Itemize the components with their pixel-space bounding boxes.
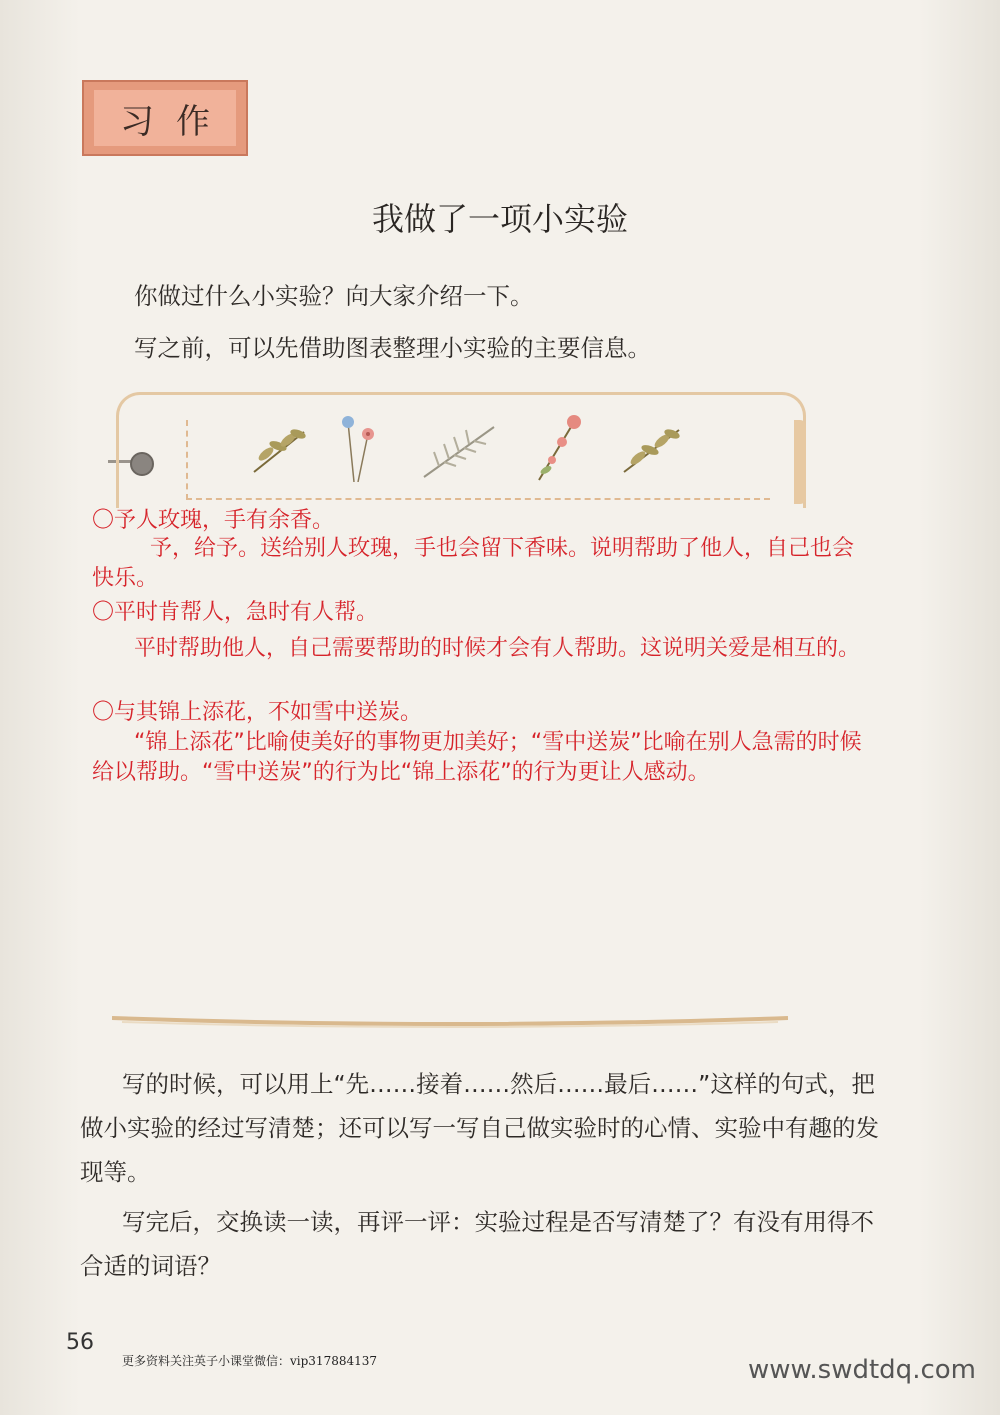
intro-line-1: 你做过什么小实验？向大家介绍一下。 xyxy=(134,282,534,310)
review-paragraph: 写完后，交换读一读，再评一评：实验过程是否写清楚了？有没有用得不合适的词语？ xyxy=(80,1208,874,1280)
proverb-2: 〇平时肯帮人，急时有人帮。 xyxy=(92,600,379,625)
flower-decoration xyxy=(244,412,704,482)
blue-flower-icon xyxy=(342,416,374,482)
section-label: 习作 xyxy=(120,101,232,142)
section-badge xyxy=(82,80,248,156)
pink-flower-branch-icon xyxy=(539,415,581,480)
leaf-sprig-icon xyxy=(254,428,307,472)
bookmark-edge xyxy=(794,420,806,504)
proverb-3: 〇与其锦上添花，不如雪中送炭。 xyxy=(92,700,423,725)
section-badge-inner xyxy=(94,90,236,146)
writing-tip-paragraph: 写的时候，可以用上“先……接着……然后……最后……”这样的句式，把做小实验的经过写清楚；还可以写一写自己做实验时的心情、实验中有趣的发现等。 xyxy=(80,1070,879,1186)
page-title: 我做了一项小实验 xyxy=(371,200,628,238)
scroll-divider xyxy=(112,1014,788,1028)
proverb-2-explanation: 平时帮助他人，自己需要帮助的时候才会有人帮助。这说明关爱是相互的。 xyxy=(134,636,861,661)
proverb-3-explanation: “锦上添花”比喻使美好的事物更加美好；“雪中送炭”比喻在别人急需的时候给以帮助。“雪中送炭”的行为比“锦上添花”的行为更让人感动。 xyxy=(92,730,862,785)
proverb-1: 〇予人玫瑰，手有余香。 xyxy=(92,508,335,533)
fern-icon xyxy=(424,427,494,477)
proverb-1-explanation: 予，给予。送给别人玫瑰，手也会留下香味。说明帮助了他人，自己也会快乐。 xyxy=(92,536,855,591)
page-number: 56 xyxy=(66,1330,94,1355)
watermark: www.swdtdq.com xyxy=(748,1355,976,1385)
intro-line-2: 写之前，可以先借助图表整理小实验的主要信息。 xyxy=(134,334,651,362)
footer-note: 更多资料关注英子小课堂微信：vip317884137 xyxy=(122,1354,378,1368)
leaf-sprig-icon xyxy=(624,428,681,472)
